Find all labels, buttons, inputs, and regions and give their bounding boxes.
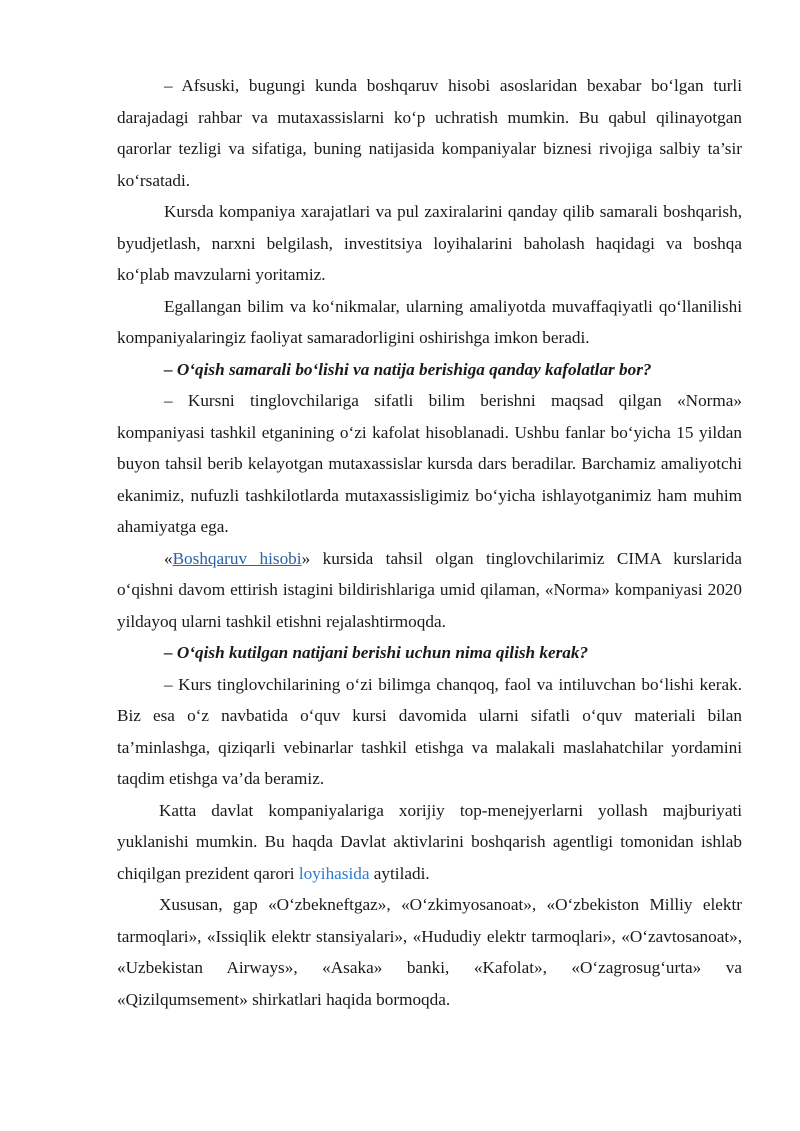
paragraph <box>117 543 742 638</box>
paragraph-text: aytiladi. <box>369 863 430 883</box>
paragraph-text: « <box>164 548 173 568</box>
paragraph-text: Katta davlat kompaniyalariga xorijiy top-menejyerlarni yollash majburiyati yuklanishi mumkin. Bu haqda Davlat aktivlarini boshqarish agentligi tomonidan ishlab chiqilgan prezident qarori <box>117 800 742 883</box>
question-heading: – O‘qish samarali bo‘lishi va natija berishiga qanday kafolatlar bor? <box>164 359 652 379</box>
paragraph: Egallangan bilim va ko‘nikmalar, ularning amaliyotda muvaffaqiyatli qo‘llanilishi kompaniyalaringiz faoliyat samaradorligini oshirishga imkon beradi. <box>117 296 742 347</box>
question-heading: – O‘qish kutilgan natijani berishi uchun nima qilish kerak? <box>164 643 589 662</box>
article-body <box>117 70 742 1015</box>
paragraph: – Afsuski, bugungi kunda boshqaruv hisobi asoslaridan bexabar bo‘lgan turli darajadagi rahbar va mutaxassislarni ko‘p uchratish mumkin. Bu qabul qilinayotgan qarorlar tezligi va sifatiga, buning natijasida kompaniyalar biznesi rivojiga salbiy ta’sir ko‘rsatadi. <box>117 76 742 190</box>
paragraph: – Kursni tinglovchilariga sifatli bilim berishni maqsad qilgan «Norma» kompaniyasi tashkil etganining o‘zi kafolat hisoblanadi. Ushbu fanlar bo‘yicha 15 yildan buyon tahsil berib kelayotgan mutaxassislar kursda dars beradilar. Barchamiz amaliyotchi ekanimiz, nufuzli tashkilotlarda mutaxassisligimiz bo‘yicha ishlayotganimiz ham muhim ahamiyatga ega. <box>117 391 742 536</box>
paragraph: Kursda kompaniya xarajatlari va pul zaxiralarini qanday qilib samarali boshqarish, byudjetlash, narxni belgilash, investitsiya loyihalarini baholash haqidagi va boshqa ko‘plab mavzularni yoritamiz. <box>117 202 742 284</box>
paragraph: Xususan, gap «O‘zbekneftgaz», «O‘zkimyosanoat», «O‘zbekiston Milliy elektr tarmoqlari», «Issiqlik elektr stansiyalari», «Hududiy elektr tarmoqlari», «O‘zavtosanoat», «Uzbekistan Airways», «Asaka» banki, «Kafolat», «O‘zagrosug‘urta» va «Qizilqumsement» shirkatlari haqida bormoqda. <box>117 895 742 1009</box>
paragraph: – Kurs tinglovchilarining o‘zi bilimga chanqoq, faol va intiluvchan bo‘lishi kerak. Biz esa o‘z navbatida o‘quv kursi davomida ularni sifatli o‘quv materiali bilan ta’minlashga, qiziqarli vebinarlar tashkil etishga va malakali maslahatchilar yordamini taqdim etishga va’da beramiz. <box>117 674 742 788</box>
paragraph <box>117 795 742 890</box>
course-link[interactable]: Boshqaruv hisobi <box>172 548 302 568</box>
paragraph-text: » kursida tahsil olgan tinglovchilarimiz CIMA kurslarida o‘qishni davom ettirish istagini bildirishlariga umid qilaman, «Norma» kompaniyasi 2020 yildayoq ularni tashkil etishni rejalashtirmoqda. <box>117 548 742 631</box>
project-link[interactable]: loyihasida <box>298 863 370 883</box>
